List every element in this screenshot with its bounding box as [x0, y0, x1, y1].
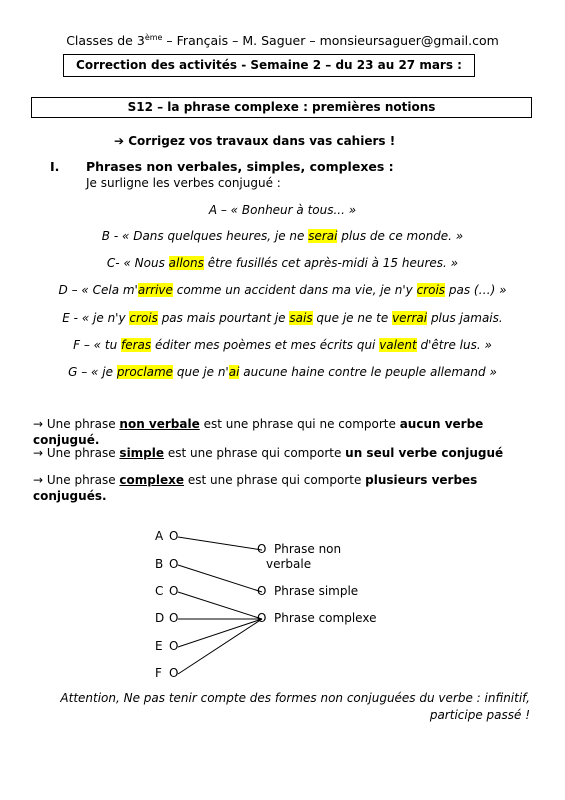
diagram-marker: O [169, 611, 179, 625]
instruction [114, 134, 395, 148]
section-title: Phrases non verbales, simples, complexes : [86, 159, 394, 174]
sentence-text: pas mais pourtant je [157, 311, 290, 325]
diagram-letter: B [155, 557, 164, 571]
sentence-text: être fusillés cet après-midi à 15 heures. » [203, 256, 459, 270]
instruction-text: Corrigez vos travaux dans vas cahiers ! [128, 134, 396, 148]
definition-term: simple [119, 446, 165, 460]
diagram-letter: E [155, 639, 163, 653]
definition [33, 445, 533, 461]
definition-text: est une phrase qui comporte [164, 446, 346, 460]
highlighted-verb: verrai [392, 311, 428, 325]
diagram-marker: O [169, 529, 179, 543]
diagram-letter: F [155, 666, 162, 680]
sentence-text: B - « Dans quelques heures, je ne [101, 229, 309, 243]
arrow-icon: → [33, 446, 44, 460]
diagram-link [178, 537, 262, 550]
diagram-marker: O [257, 584, 267, 598]
highlighted-verb: valent [379, 338, 417, 352]
sentence-text: d'être lus. » [416, 338, 492, 352]
sentence-text: E - « je n'y [62, 311, 130, 325]
arrow-icon: → [33, 417, 44, 431]
header-sup: ème [144, 33, 163, 42]
highlighted-verb: crois [129, 311, 158, 325]
diagram-link [178, 592, 262, 619]
definition-text: Une phrase [43, 417, 120, 431]
highlighted-verb: feras [121, 338, 152, 352]
sentence-text: que je n' [173, 365, 229, 379]
definition-text: est une phrase qui ne comporte [199, 417, 400, 431]
highlighted-verb: proclame [116, 365, 174, 379]
sentence-text: pas (…) » [445, 283, 507, 297]
page-header [0, 33, 565, 48]
sentence [0, 283, 565, 297]
highlighted-verb: serai [308, 229, 338, 243]
sentence [0, 203, 565, 217]
header-prefix: Classes de 3 [66, 33, 145, 49]
definition-text: est une phrase qui comporte [184, 473, 366, 487]
sentence-text: comme un accident dans ma vie, je n'y [172, 283, 417, 297]
diagram-letter: C [155, 584, 164, 598]
definition-key: un seul verbe conjugué [345, 446, 504, 460]
sentence [0, 338, 565, 352]
diagram-target: Phrase complexe [274, 611, 377, 625]
header-suffix: – Français – M. Saguer – monsieursaguer@gmail.com [162, 33, 499, 49]
diagram-link [178, 565, 262, 592]
section-number: I. [50, 159, 60, 174]
title-box: Correction des activités - Semaine 2 – du 23 au 27 mars : [63, 54, 475, 77]
definition-text: Une phrase [43, 473, 120, 487]
diagram-target: Phrase simple [274, 584, 359, 598]
definition-key: aucun verbe conjugué. [33, 417, 484, 447]
diagram-target: Phrase non verbale [266, 542, 342, 571]
sentence [0, 311, 565, 325]
diagram-marker: O [169, 584, 179, 598]
diagram-marker: O [169, 557, 179, 571]
diagram-marker: O [169, 639, 179, 653]
definition-key: plusieurs verbes conjugués. [33, 473, 478, 503]
highlighted-verb: sais [289, 311, 313, 325]
sentence-text: C- « Nous [106, 256, 169, 270]
sentence [0, 365, 565, 379]
sentence-text: A – « Bonheur à tous... » [208, 203, 357, 217]
highlighted-verb: allons [168, 256, 204, 270]
definition-text: Une phrase [43, 446, 120, 460]
highlighted-verb: arrive [137, 283, 173, 297]
sentence-text: G – « je [68, 365, 117, 379]
sentence [0, 229, 565, 243]
sentence-text: que je ne te [312, 311, 393, 325]
diagram-marker: O [169, 666, 179, 680]
arrow-icon: → [33, 473, 44, 487]
diagram-link [178, 619, 262, 647]
sentence-text: plus de ce monde. » [337, 229, 464, 243]
sentence [0, 256, 565, 270]
sentence-text: aucune haine contre le peuple allemand » [239, 365, 497, 379]
diagram-letter: A [155, 529, 164, 543]
diagram-marker: O [257, 611, 267, 625]
definition [33, 416, 533, 448]
diagram-link [178, 619, 262, 674]
lesson-box: S12 – la phrase complexe : premières notions [31, 97, 532, 118]
highlighted-verb: crois [416, 283, 446, 297]
note: Attention, Ne pas tenir compte des formes non conjuguées du verbe : infinitif, participe passé ! [60, 691, 530, 722]
highlighted-verb: ai [228, 365, 240, 379]
definition-term: complexe [119, 473, 185, 487]
section-subtitle: Je surligne les verbes conjugué : [86, 176, 281, 190]
arrow-icon: ➔ [114, 134, 125, 148]
sentence-text: plus jamais. [427, 311, 503, 325]
sentence-text: éditer mes poèmes et mes écrits qui [151, 338, 380, 352]
definition [33, 472, 533, 504]
sentence-text: F – « tu [73, 338, 121, 352]
definition-term: non verbale [119, 417, 200, 431]
diagram-marker: O [257, 542, 267, 556]
sentence-text: D – « Cela m' [58, 283, 138, 297]
diagram-letter: D [155, 611, 165, 625]
